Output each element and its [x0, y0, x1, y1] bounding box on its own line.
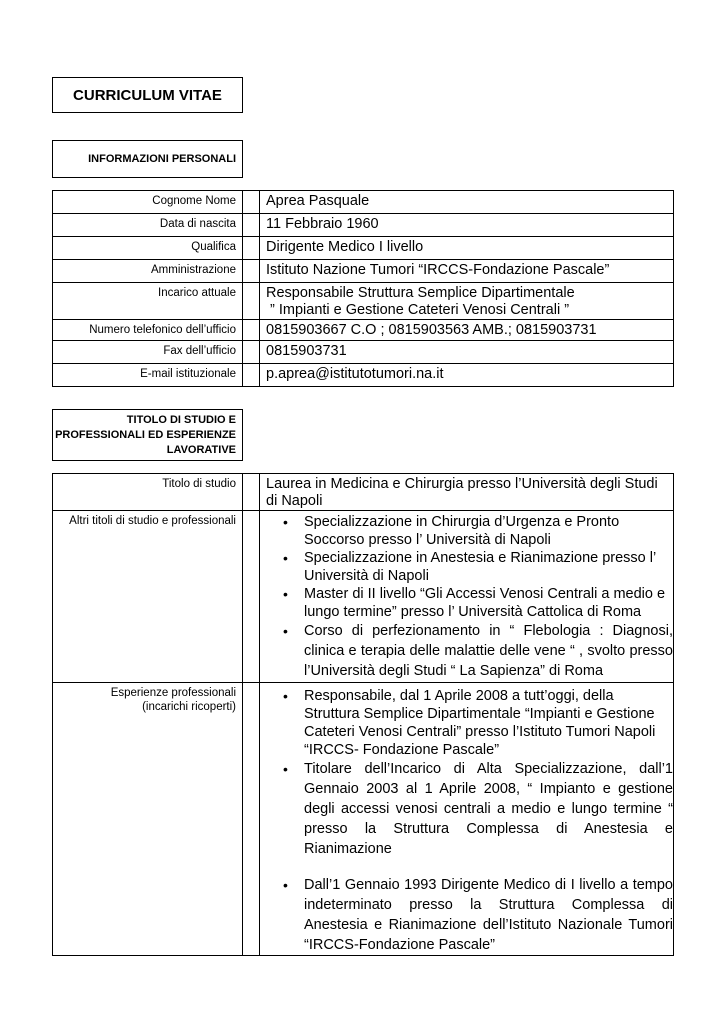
field-label: E-mail istituzionale: [53, 364, 243, 387]
section-studies-label-line: PROFESSIONALI ED ESPERIENZE: [55, 428, 236, 441]
field-value: 0815903667 C.O ; 0815903563 AMB.; 0815903731: [260, 320, 674, 341]
list-item: • Specializzazione in Anestesia e Rianimazione presso l’ Università di Napoli: [304, 549, 673, 585]
field-label: Titolo di studio: [53, 474, 243, 511]
field-label: Amministrazione: [53, 260, 243, 283]
table-row: [53, 341, 674, 364]
section-personal-info-header: [52, 140, 243, 178]
label-line: Esperienze professionali: [110, 687, 236, 699]
studies-table: [52, 473, 674, 956]
list-item: • Corso di perfezionamento in “ Flebologia : Diagnosi, clinica e terapia delle malattie delle vene “ , svolto presso l’Università degli Studi “ La Sapienza” di Roma: [304, 621, 673, 681]
field-label: Cognome Nome: [53, 191, 243, 214]
field-label: Data di nascita: [53, 214, 243, 237]
value-line: ” Impianti e Gestione Cateteri Venosi Centrali ”: [266, 302, 570, 318]
table-row: [53, 474, 674, 511]
document-title: CURRICULUM VITAE: [52, 77, 243, 113]
field-value: Aprea Pasquale: [260, 191, 674, 214]
list-item: • Titolare dell’Incarico di Alta Specializzazione, dall’1 Gennaio 2003 al 1 Aprile 2008, “ Impianto e gestione degli accessi venosi centrali a medio e lungo termine “ presso la Struttura Complessa di Anestesia e Rianimazione: [304, 759, 673, 859]
field-value: 11 Febbraio 1960: [260, 214, 674, 237]
value-line: Responsabile Struttura Semplice Dipartimentale: [266, 285, 575, 301]
section-studies-label-line: TITOLO DI STUDIO E: [126, 413, 236, 426]
section-studies-label-line: LAVORATIVE: [166, 443, 236, 456]
table-row: [53, 320, 674, 341]
field-label: Altri titoli di studio e professionali: [53, 511, 243, 683]
field-value: 0815903731: [260, 341, 674, 364]
table-row: [53, 191, 674, 214]
section-personal-info-label: INFORMAZIONI PERSONALI: [88, 152, 236, 165]
list-item: • Dall’1 Gennaio 1993 Dirigente Medico di I livello a tempo indeterminato presso la Struttura Complessa di Anestesia e Rianimazione dell’Istituto Nazionale Tumori “IRCCS-Fondazione Pascale”: [304, 875, 673, 955]
table-row: [53, 283, 674, 320]
table-row: [53, 683, 674, 956]
field-value: p.aprea@istitutotumori.na.it: [260, 364, 674, 387]
field-label: Qualifica: [53, 237, 243, 260]
label-line: (incarichi ricoperti): [142, 701, 236, 713]
table-row: [53, 237, 674, 260]
field-label: Incarico attuale: [53, 283, 243, 320]
field-value: [260, 283, 674, 320]
field-label: [53, 683, 243, 956]
table-row: [53, 214, 674, 237]
section-studies-header: [52, 409, 243, 461]
field-value: Dirigente Medico I livello: [260, 237, 674, 260]
list-item: • Specializzazione in Chirurgia d’Urgenza e Pronto Soccorso presso l’ Università di Napoli: [304, 513, 673, 549]
table-row: [53, 364, 674, 387]
personal-info-table: [52, 190, 674, 387]
table-row: [53, 260, 674, 283]
list-item: • Responsabile, dal 1 Aprile 2008 a tutt’oggi, della Struttura Semplice Dipartimentale “Impianti e Gestione Cateteri Venosi Centrali” presso l’Istituto Tumori Napoli “IRCCS- Fondazione Pascale”: [304, 687, 673, 759]
field-value: Laurea in Medicina e Chirurgia presso l’Università degli Studi di Napoli: [260, 474, 674, 511]
experience-list: [260, 687, 673, 955]
table-row: [53, 511, 674, 683]
field-label: Numero telefonico dell’ufficio: [53, 320, 243, 341]
field-value: Istituto Nazione Tumori “IRCCS-Fondazione Pascale”: [260, 260, 674, 283]
other-titles-list: [260, 513, 673, 681]
list-item: • Master di II livello “Gli Accessi Venosi Centrali a medio e lungo termine” presso l’ Università Cattolica di Roma: [304, 585, 673, 621]
field-label: Fax dell’ufficio: [53, 341, 243, 364]
